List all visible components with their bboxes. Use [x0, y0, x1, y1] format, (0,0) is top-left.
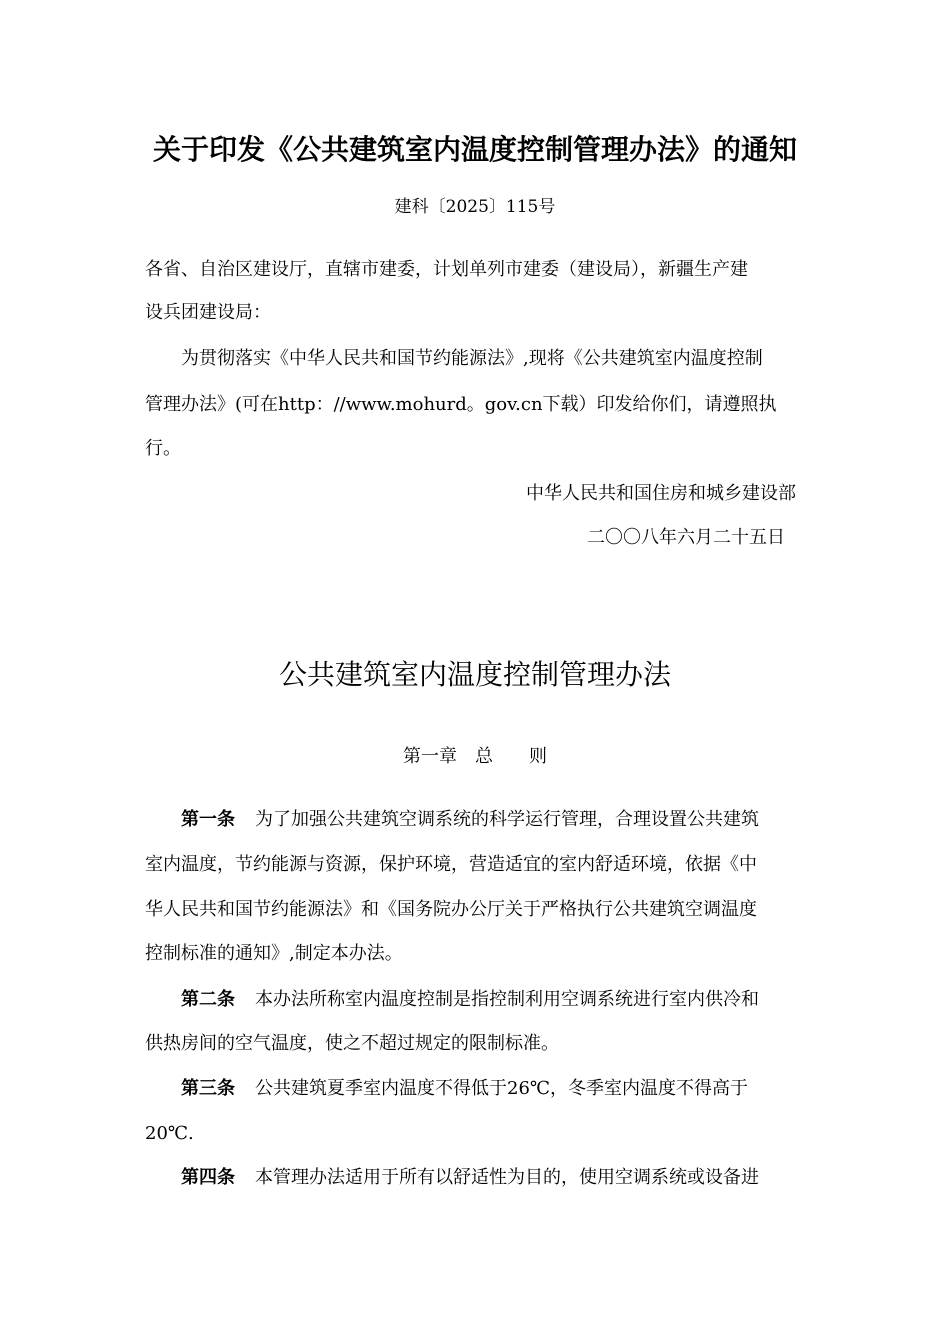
document-number: 建科〔2025〕115号 [394, 197, 556, 217]
article-1-line-2: 室内温度，节约能源与资源，保护环境，营造适宜的室内舒适环境，依据《中 [145, 854, 757, 875]
notice-body-line-3: 行。 [145, 438, 181, 459]
recipients-line-2: 设兵团建设局： [145, 302, 271, 323]
notice-body-line-2: 管理办法》(可在http：//www.mohurd。gov.cn下载）印发给你们，请遵照执 [145, 394, 777, 415]
article-2-line-2: 供热房间的空气温度，使之不超过规定的限制标准。 [145, 1033, 559, 1054]
recipients-line-1: 各省、自治区建设厅，直辖市建委，计划单列市建委（建设局），新疆生产建 [145, 259, 748, 280]
article-3-first-line [181, 1076, 748, 1102]
notice-body-line-1: 为贯彻落实《中华人民共和国节约能源法》,现将《公共建筑室内温度控制 [181, 348, 763, 369]
chapter-title-part-2: 则 [529, 746, 547, 767]
article-1-first-line [181, 807, 759, 833]
article-text: 本管理办法适用于所有以舒适性为目的，使用空调系统或设备进 [255, 1167, 759, 1188]
article-text: 公共建筑夏季室内温度不得低于26℃，冬季室内温度不得高于 [255, 1078, 749, 1099]
article-4-first-line [181, 1165, 759, 1191]
article-text: 为了加强公共建筑空调系统的科学运行管理，合理设置公共建筑 [255, 809, 759, 830]
issue-date: 二〇〇八年六月二十五日 [587, 527, 785, 548]
article-2-first-line [181, 987, 759, 1013]
article-1-line-3: 华人民共和国节约能源法》和《国务院办公厅关于严格执行公共建筑空调温度 [145, 899, 757, 920]
chapter-heading [0, 744, 950, 770]
article-text: 本办法所称室内温度控制是指控制利用空调系统进行室内供冷和 [255, 989, 759, 1010]
article-1-line-4: 控制标准的通知》,制定本办法。 [145, 943, 403, 964]
article-label: 第四条 [181, 1167, 235, 1188]
measures-title: 公共建筑室内温度控制管理办法 [278, 658, 671, 691]
article-label: 第三条 [181, 1078, 235, 1099]
article-label: 第一条 [181, 809, 235, 830]
article-label: 第二条 [181, 989, 235, 1010]
chapter-title-part-1: 总 [475, 746, 493, 767]
article-3-line-2: 20℃. [145, 1123, 194, 1144]
notice-title: 关于印发《公共建筑室内温度控制管理办法》的通知 [152, 133, 797, 166]
chapter-number: 第一章 [403, 746, 457, 767]
issuer: 中华人民共和国住房和城乡建设部 [526, 483, 796, 504]
